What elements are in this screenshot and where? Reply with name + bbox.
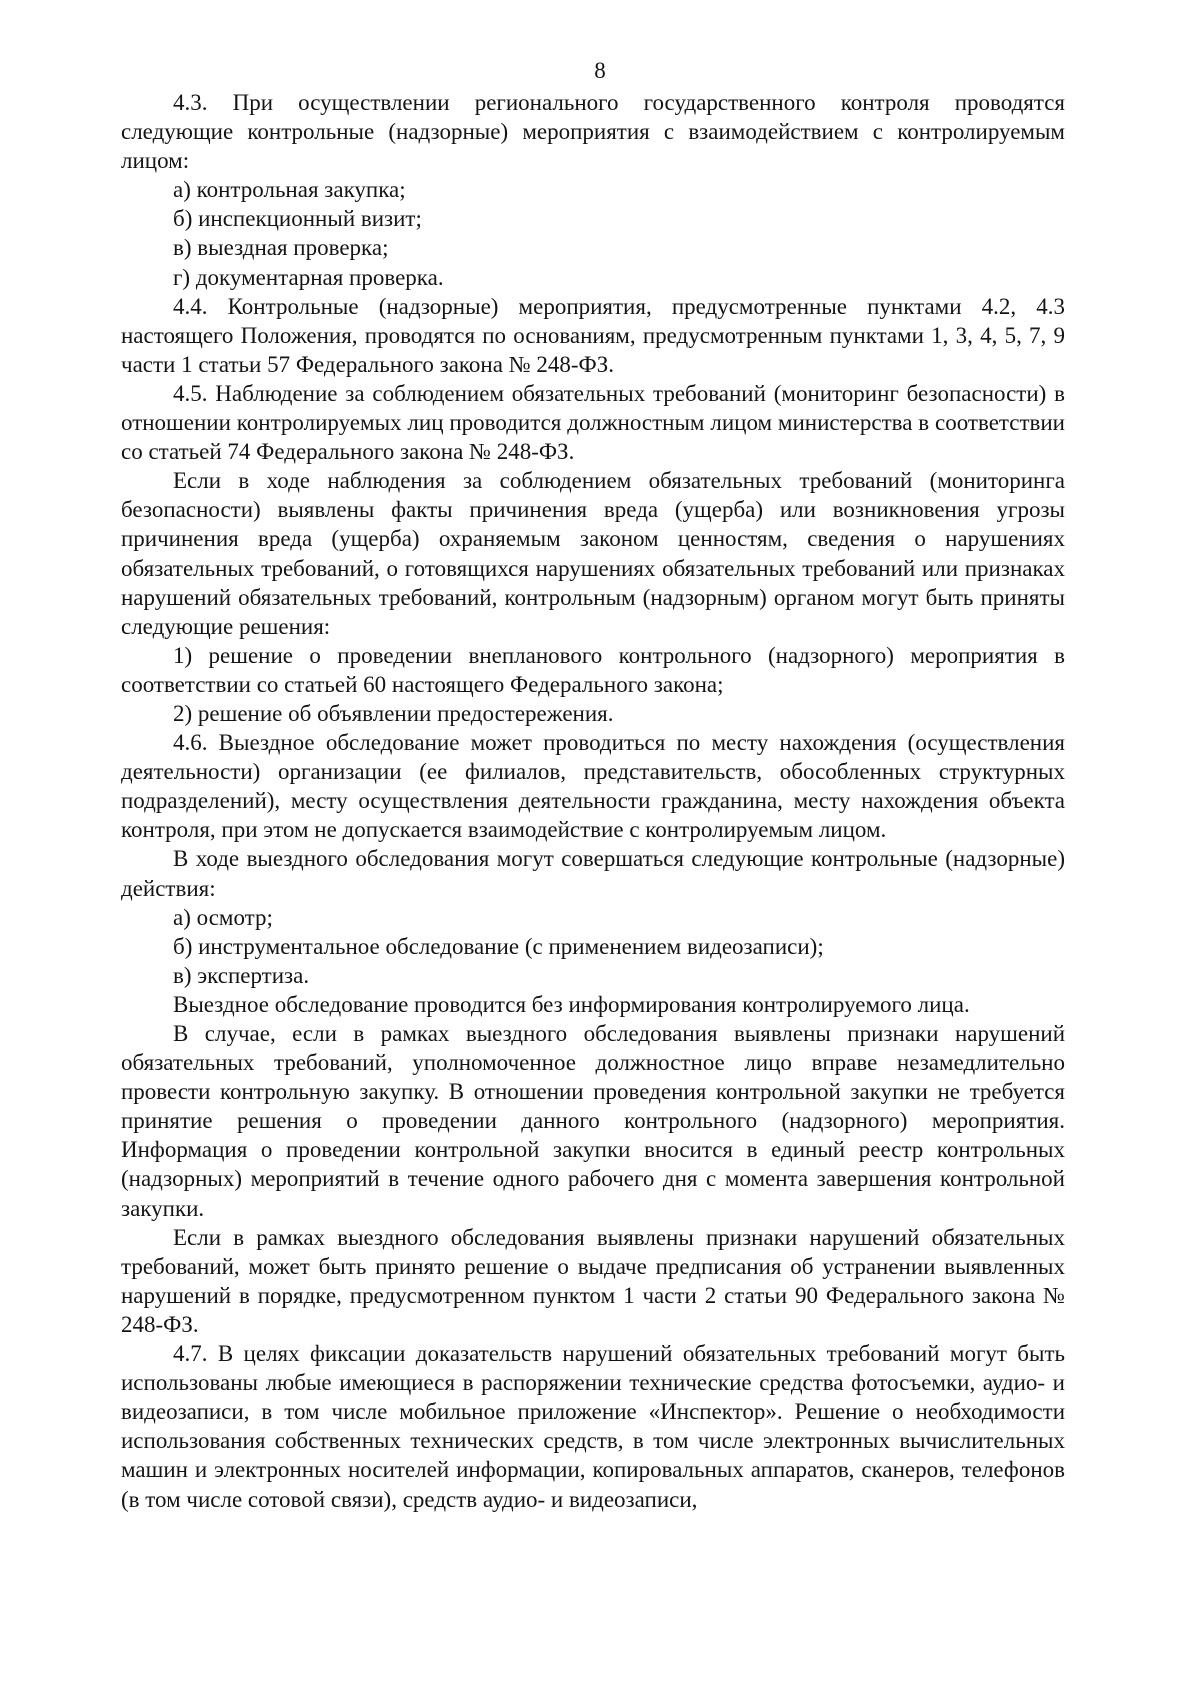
paragraph: Если в ходе наблюдения за соблюдением обязательных требований (мониторинга безопасности) выявлены факты причинения вреда (ущерба) или возникновения угрозы причинения вреда (ущерба) охраняемым законом ценностям, сведения о нарушениях обязательных требований, о готовящихся нарушениях обязательных требований или признаках нарушений обязательных требований, контрольным (надзорным) органом могут быть приняты следующие решения:: [121, 468, 1065, 639]
paragraph: В случае, если в рамках выездного обследования выявлены признаки нарушений обязательных требований, уполномоченное должностное лицо вправе незамедлительно провести контрольную закупку. В отношении проведения контрольной закупки не требуется принятие решения о проведении данного контрольного (надзорного) мероприятия. Информация о проведении контрольной закупки вносится в единый реестр контрольных (надзорных) мероприятий в течение одного рабочего дня с момента завершения контрольной закупки.: [121, 1021, 1065, 1221]
page-number: 8: [594, 58, 606, 83]
paragraph-4-3: 4.3. При осуществлении регионального государственного контроля проводятся следующие контрольные (надзорные) мероприятия с взаимодействием с контролируемым лицом:: [121, 90, 1065, 174]
paragraph: Выездное обследование проводится без информирования контролируемого лица.: [173, 991, 970, 1017]
paragraph-4-4: 4.4. Контрольные (надзорные) мероприятия, предусмотренные пунктами 4.2, 4.3 настоящего Положения, проводятся по основаниям, предусмотренным пунктами 1, 3, 4, 5, 7, 9 части 1 статьи 57 Федерального закона № 248-ФЗ.: [121, 293, 1065, 377]
list-item: в) экспертиза.: [173, 962, 310, 988]
list-item: 1) решение о проведении внепланового контрольного (надзорного) мероприятия в соответствии со статьей 60 настоящего Федерального закона;: [121, 642, 1065, 697]
list-item: в) выездная проверка;: [173, 235, 389, 261]
list-item: а) контрольная закупка;: [173, 177, 406, 203]
list-item: б) инструментальное обследование (с применением видеозаписи);: [173, 933, 824, 959]
paragraph: В ходе выездного обследования могут совершаться следующие контрольные (надзорные) действия:: [121, 846, 1065, 901]
paragraph-4-7: 4.7. В целях фиксации доказательств нарушений обязательных требований могут быть использованы любые имеющиеся в распоряжении технические средства фотосъемки, аудио- и видеозаписи, в том числе мобильное приложение «Инспектор». Решение о необходимости использования собственных технических средств, в том числе электронных вычислительных машин и электронных носителей информации, копировальных аппаратов, сканеров, телефонов (в том числе сотовой связи), средств аудио- и видеозаписи,: [121, 1341, 1065, 1512]
paragraph-4-5: 4.5. Наблюдение за соблюдением обязательных требований (мониторинг безопасности) в отношении контролируемых лиц проводится должностным лицом министерства в соответствии со статьей 74 Федерального закона № 248-ФЗ.: [121, 380, 1065, 465]
list-item: г) документарная проверка.: [173, 264, 444, 290]
document-body: [121, 88, 1065, 1514]
paragraph: Если в рамках выездного обследования выявлены признаки нарушений обязательных требований, может быть принято решение о выдаче предписания об устранении выявленных нарушений в порядке, предусмотренном пунктом 1 части 2 статьи 90 Федерального закона № 248-ФЗ.: [121, 1224, 1065, 1337]
list-item: 2) решение об объявлении предостережения.: [173, 700, 614, 726]
list-item: б) инспекционный визит;: [173, 206, 422, 232]
list-item: а) осмотр;: [173, 904, 273, 930]
paragraph-4-6: 4.6. Выездное обследование может проводиться по месту нахождения (осуществления деятельности) организации (ее филиалов, представительств, обособленных структурных подразделений), месту осуществления деятельности гражданина, месту нахождения объекта контроля, при этом не допускается взаимодействие с контролируемым лицом.: [121, 730, 1065, 843]
